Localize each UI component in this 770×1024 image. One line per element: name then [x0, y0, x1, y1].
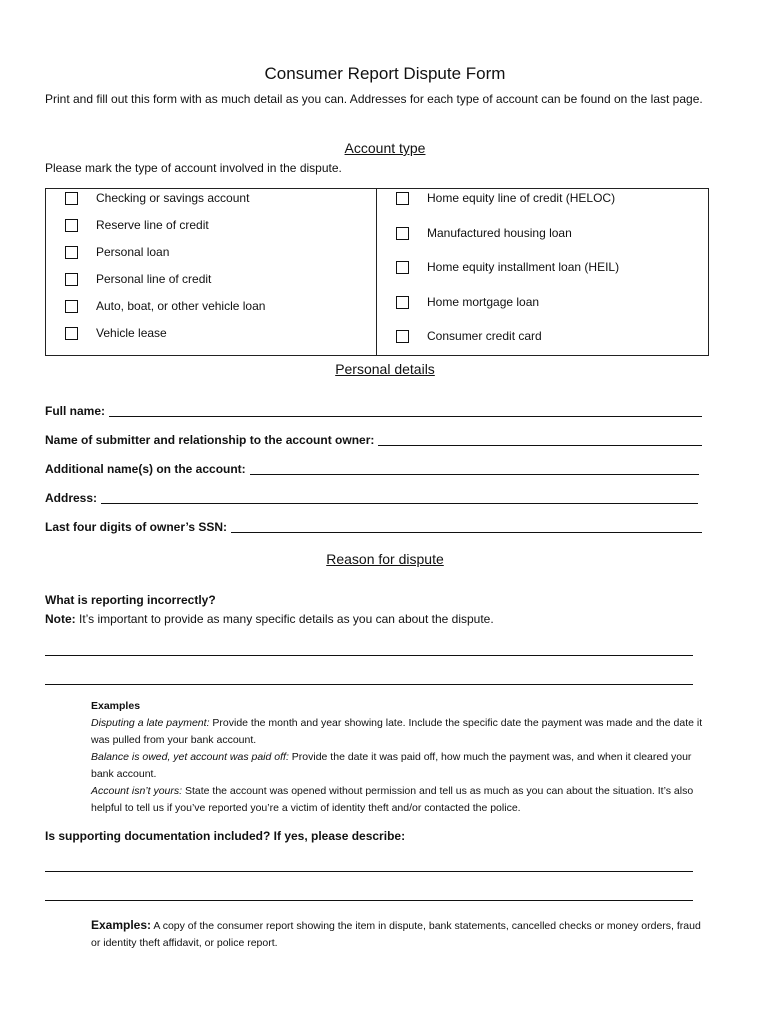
checkbox[interactable] [396, 192, 409, 205]
option-heil[interactable] [396, 260, 619, 274]
example-late-payment [91, 715, 716, 749]
examples-title: Examples [91, 700, 141, 712]
field-label: Name of submitter and relationship to the account owner: [45, 433, 375, 447]
additional-names-input[interactable] [250, 462, 699, 475]
option-label: Home equity installment loan (HEIL) [427, 260, 620, 274]
field-label: Full name: [45, 404, 106, 418]
submitter-field[interactable] [45, 433, 702, 447]
option-label: Vehicle lease [96, 326, 167, 340]
option-label: Checking or savings account [96, 191, 250, 205]
option-manufactured-housing[interactable] [396, 226, 572, 240]
full-name-input[interactable] [109, 404, 702, 417]
example-balance-owed [91, 749, 716, 783]
example-label: Balance is owed, yet account was paid off: [91, 751, 289, 763]
option-personal-line[interactable] [65, 272, 211, 286]
supporting-examples [91, 917, 701, 952]
supporting-question: Is supporting documentation included? If yes, please describe: [45, 829, 406, 843]
field-label: Additional name(s) on the account: [45, 462, 246, 476]
option-label: Consumer credit card [427, 329, 542, 343]
option-label: Home mortgage loan [427, 295, 540, 309]
ssn-field[interactable] [45, 520, 702, 534]
personal-details-heading: Personal details [335, 361, 435, 377]
submitter-input[interactable] [378, 433, 702, 446]
checkbox[interactable] [396, 330, 409, 343]
option-vehicle-lease[interactable] [65, 326, 167, 340]
example-text: State the account was opened without permission and tell us as much as you can about the situation. It’s also helpful to tell us if you’ve reported you’re a victim of identity theft and/or contacted the police. [91, 785, 694, 814]
option-heloc[interactable] [396, 191, 615, 205]
address-field[interactable] [45, 491, 698, 505]
option-auto-loan[interactable] [65, 299, 265, 313]
supporting-examples-text: A copy of the consumer report showing the item in dispute, bank statements, cancelled checks or money orders, fraud or identity theft affidavit, or police report. [91, 920, 701, 949]
checkbox[interactable] [396, 296, 409, 309]
checkbox[interactable] [65, 300, 78, 313]
account-type-divider [376, 188, 377, 355]
option-label: Manufactured housing loan [427, 226, 572, 240]
checkbox[interactable] [65, 327, 78, 340]
example-text: Provide the month and year showing late. Include the specific date the payment was made and the date it was pulled from your bank account. [91, 717, 703, 746]
option-checking-savings[interactable] [65, 191, 249, 205]
ssn-input[interactable] [231, 520, 702, 533]
example-label: Disputing a late payment: [91, 717, 210, 729]
option-label: Personal loan [96, 245, 170, 259]
field-label: Address: [45, 491, 98, 505]
checkbox[interactable] [65, 219, 78, 232]
reason-heading: Reason for dispute [326, 551, 444, 567]
checkbox[interactable] [396, 261, 409, 274]
note-label: Note: [45, 612, 76, 626]
form-title: Consumer Report Dispute Form [264, 64, 506, 83]
option-credit-card[interactable] [396, 329, 542, 343]
reason-note [45, 612, 494, 626]
option-label: Auto, boat, or other vehicle loan [96, 299, 266, 313]
note-text: It’s important to provide as many specific details as you can about the dispute. [75, 612, 494, 626]
full-name-field[interactable] [45, 404, 702, 418]
reason-answer-line-2[interactable] [45, 684, 693, 685]
address-input[interactable] [101, 491, 698, 504]
reason-question: What is reporting incorrectly? [45, 593, 216, 607]
intro-text: Print and fill out this form with as much detail as you can. Addresses for each type of account can be found on the last page. [45, 92, 703, 106]
field-label: Last four digits of owner’s SSN: [45, 520, 228, 534]
option-reserve-line[interactable] [65, 218, 209, 232]
example-label: Account isn’t yours: [91, 785, 183, 797]
option-label: Reserve line of credit [96, 218, 209, 232]
checkbox[interactable] [65, 246, 78, 259]
example-text: Provide the date it was paid off, how much the payment was, and when it cleared your bank account. [91, 751, 692, 780]
account-type-heading: Account type [344, 140, 426, 156]
account-type-instruction: Please mark the type of account involved in the dispute. [45, 161, 342, 175]
option-label: Home equity line of credit (HELOC) [427, 191, 616, 205]
example-not-yours [91, 783, 716, 817]
reason-answer-line-1[interactable] [45, 655, 693, 656]
checkbox[interactable] [65, 273, 78, 286]
supporting-examples-label: Examples: [91, 918, 152, 932]
checkbox[interactable] [396, 227, 409, 240]
option-personal-loan[interactable] [65, 245, 169, 259]
checkbox[interactable] [65, 192, 78, 205]
option-home-mortgage[interactable] [396, 295, 539, 309]
additional-names-field[interactable] [45, 462, 699, 476]
option-label: Personal line of credit [96, 272, 212, 286]
supporting-answer-line-2[interactable] [45, 900, 693, 901]
supporting-answer-line-1[interactable] [45, 871, 693, 872]
